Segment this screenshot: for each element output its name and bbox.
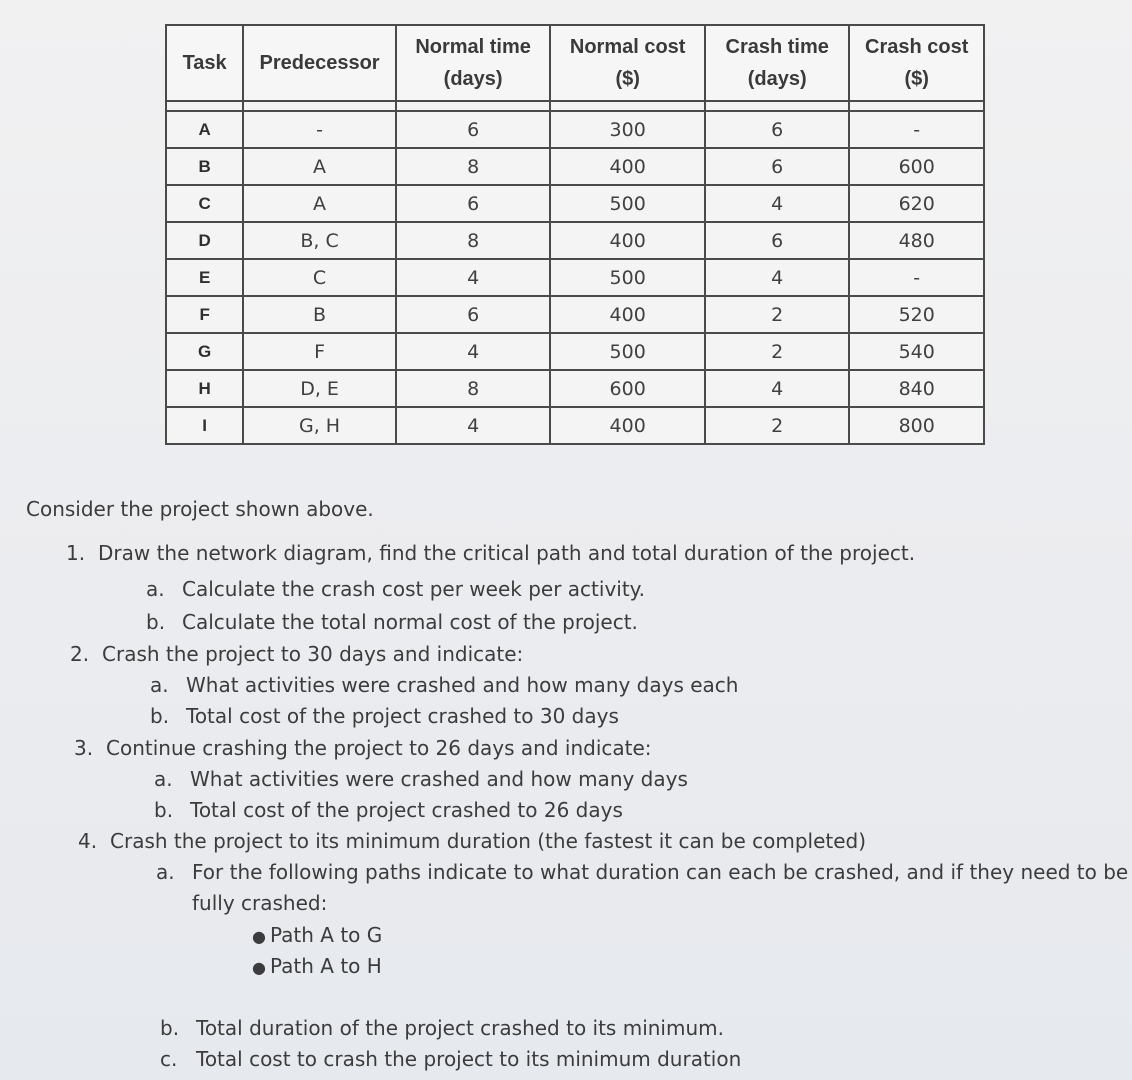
sub-text: For the following paths indicate to what duration can each be crashed, and if they need to be: [192, 860, 1129, 884]
question-1: [66, 538, 915, 568]
sub-text: Calculate the total normal cost of the project.: [182, 610, 638, 634]
cell-predecessor: G, H: [243, 407, 396, 444]
bullet-text: Path A to H: [270, 954, 382, 978]
cell-crash-time: 6: [705, 222, 850, 259]
question-3b: [154, 795, 623, 825]
cell-task: B: [166, 148, 243, 185]
table-row: [166, 111, 984, 148]
bullet-icon: ●: [252, 958, 266, 977]
cell-normal-time: 4: [396, 333, 551, 370]
question-2a: [150, 670, 738, 700]
question-text: Crash the project to 30 days and indicate:: [102, 642, 524, 666]
table-row: [166, 259, 984, 296]
table-header-row: [166, 25, 984, 101]
cell-task: E: [166, 259, 243, 296]
sub-text: Total duration of the project crashed to its minimum.: [196, 1016, 724, 1040]
sub-label: c.: [160, 1047, 178, 1071]
table-row: [166, 333, 984, 370]
path-bullet-1: [252, 920, 382, 952]
question-text: Draw the network diagram, find the critical path and total duration of the project.: [98, 541, 916, 565]
question-number: 3.: [74, 736, 94, 760]
table-row: [166, 296, 984, 333]
sub-label: a.: [154, 767, 173, 791]
cell-crash-cost: 620: [849, 185, 984, 222]
cell-crash-cost: 840: [849, 370, 984, 407]
question-number: 1.: [66, 541, 86, 565]
cell-crash-cost: 540: [849, 333, 984, 370]
header-normal-time: Normal time (days): [396, 25, 551, 101]
sub-text: Total cost of the project crashed to 26 days: [190, 798, 623, 822]
table-row: [166, 185, 984, 222]
cell-task: G: [166, 333, 243, 370]
cell-predecessor: C: [243, 259, 396, 296]
cell-normal-time: 6: [396, 296, 551, 333]
cell-normal-time: 6: [396, 111, 551, 148]
cell-crash-cost: 800: [849, 407, 984, 444]
header-task: Task: [166, 25, 243, 101]
question-3: [74, 733, 652, 763]
cell-normal-cost: 600: [550, 370, 705, 407]
cell-task: D: [166, 222, 243, 259]
sub-label: b.: [150, 704, 170, 728]
cell-normal-time: 8: [396, 370, 551, 407]
cell-crash-time: 2: [705, 296, 850, 333]
question-number: 4.: [78, 829, 98, 853]
cell-crash-time: 2: [705, 407, 850, 444]
cell-predecessor: B: [243, 296, 396, 333]
cell-predecessor: F: [243, 333, 396, 370]
sub-label: a.: [156, 860, 175, 884]
sub-text: What activities were crashed and how many days: [190, 767, 688, 791]
cell-crash-cost: -: [849, 259, 984, 296]
bullet-text: Path A to G: [270, 923, 383, 947]
question-4a-continued: fully crashed:: [192, 891, 328, 915]
question-1a: [146, 574, 645, 604]
cell-normal-time: 8: [396, 148, 551, 185]
header-normal-cost: Normal cost ($): [550, 25, 705, 101]
cell-normal-cost: 500: [550, 185, 705, 222]
cell-predecessor: A: [243, 185, 396, 222]
sub-label: a.: [150, 673, 169, 697]
question-text: Continue crashing the project to 26 days and indicate:: [106, 736, 652, 760]
cell-task: A: [166, 111, 243, 148]
cell-crash-cost: -: [849, 111, 984, 148]
sub-text: Total cost of the project crashed to 30 days: [186, 704, 619, 728]
header-gap-row: [166, 101, 984, 111]
cell-crash-time: 6: [705, 148, 850, 185]
question-1b: [146, 607, 638, 637]
cell-predecessor: -: [243, 111, 396, 148]
cell-crash-cost: 480: [849, 222, 984, 259]
cell-task: I: [166, 407, 243, 444]
header-crash-time: Crash time (days): [705, 25, 850, 101]
cell-crash-time: 2: [705, 333, 850, 370]
sub-label: b.: [146, 610, 166, 634]
cell-normal-time: 4: [396, 407, 551, 444]
sub-text: Total cost to crash the project to its minimum duration: [196, 1047, 742, 1071]
cell-normal-time: 4: [396, 259, 551, 296]
table-row: [166, 222, 984, 259]
cell-normal-cost: 300: [550, 111, 705, 148]
activity-table: [165, 24, 985, 445]
cell-predecessor: A: [243, 148, 396, 185]
question-number: 2.: [70, 642, 90, 666]
cell-crash-time: 6: [705, 111, 850, 148]
cell-crash-time: 4: [705, 259, 850, 296]
cell-normal-time: 6: [396, 185, 551, 222]
cell-task: C: [166, 185, 243, 222]
cell-normal-cost: 500: [550, 259, 705, 296]
cell-predecessor: B, C: [243, 222, 396, 259]
question-4: [78, 826, 866, 856]
table-row: [166, 370, 984, 407]
sub-label: b.: [160, 1016, 180, 1040]
sub-label: b.: [154, 798, 174, 822]
question-4c: [160, 1044, 741, 1074]
question-3a: [154, 764, 688, 794]
question-2b: [150, 701, 619, 731]
cell-crash-cost: 600: [849, 148, 984, 185]
cell-crash-time: 4: [705, 185, 850, 222]
table-row: [166, 148, 984, 185]
cell-normal-cost: 400: [550, 407, 705, 444]
header-crash-cost: Crash cost ($): [849, 25, 984, 101]
cell-task: H: [166, 370, 243, 407]
question-text: Crash the project to its minimum duration (the fastest it can be completed): [110, 829, 867, 853]
question-4b: [160, 1013, 724, 1043]
sub-label: a.: [146, 577, 165, 601]
cell-task: F: [166, 296, 243, 333]
sub-text: What activities were crashed and how many days each: [186, 673, 739, 697]
question-2: [70, 639, 523, 669]
cell-crash-cost: 520: [849, 296, 984, 333]
header-predecessor: Predecessor: [243, 25, 396, 101]
path-bullet-2: [252, 951, 382, 983]
cell-crash-time: 4: [705, 370, 850, 407]
cell-predecessor: D, E: [243, 370, 396, 407]
cell-normal-cost: 400: [550, 148, 705, 185]
cell-normal-cost: 500: [550, 333, 705, 370]
bullet-icon: ●: [252, 927, 266, 946]
intro-text: Consider the project shown above.: [26, 497, 374, 521]
table-row: [166, 407, 984, 444]
sub-text: Calculate the crash cost per week per activity.: [182, 577, 646, 601]
cell-normal-cost: 400: [550, 296, 705, 333]
question-4a: [156, 857, 1128, 887]
activity-table-container: [165, 24, 985, 445]
cell-normal-cost: 400: [550, 222, 705, 259]
cell-normal-time: 8: [396, 222, 551, 259]
